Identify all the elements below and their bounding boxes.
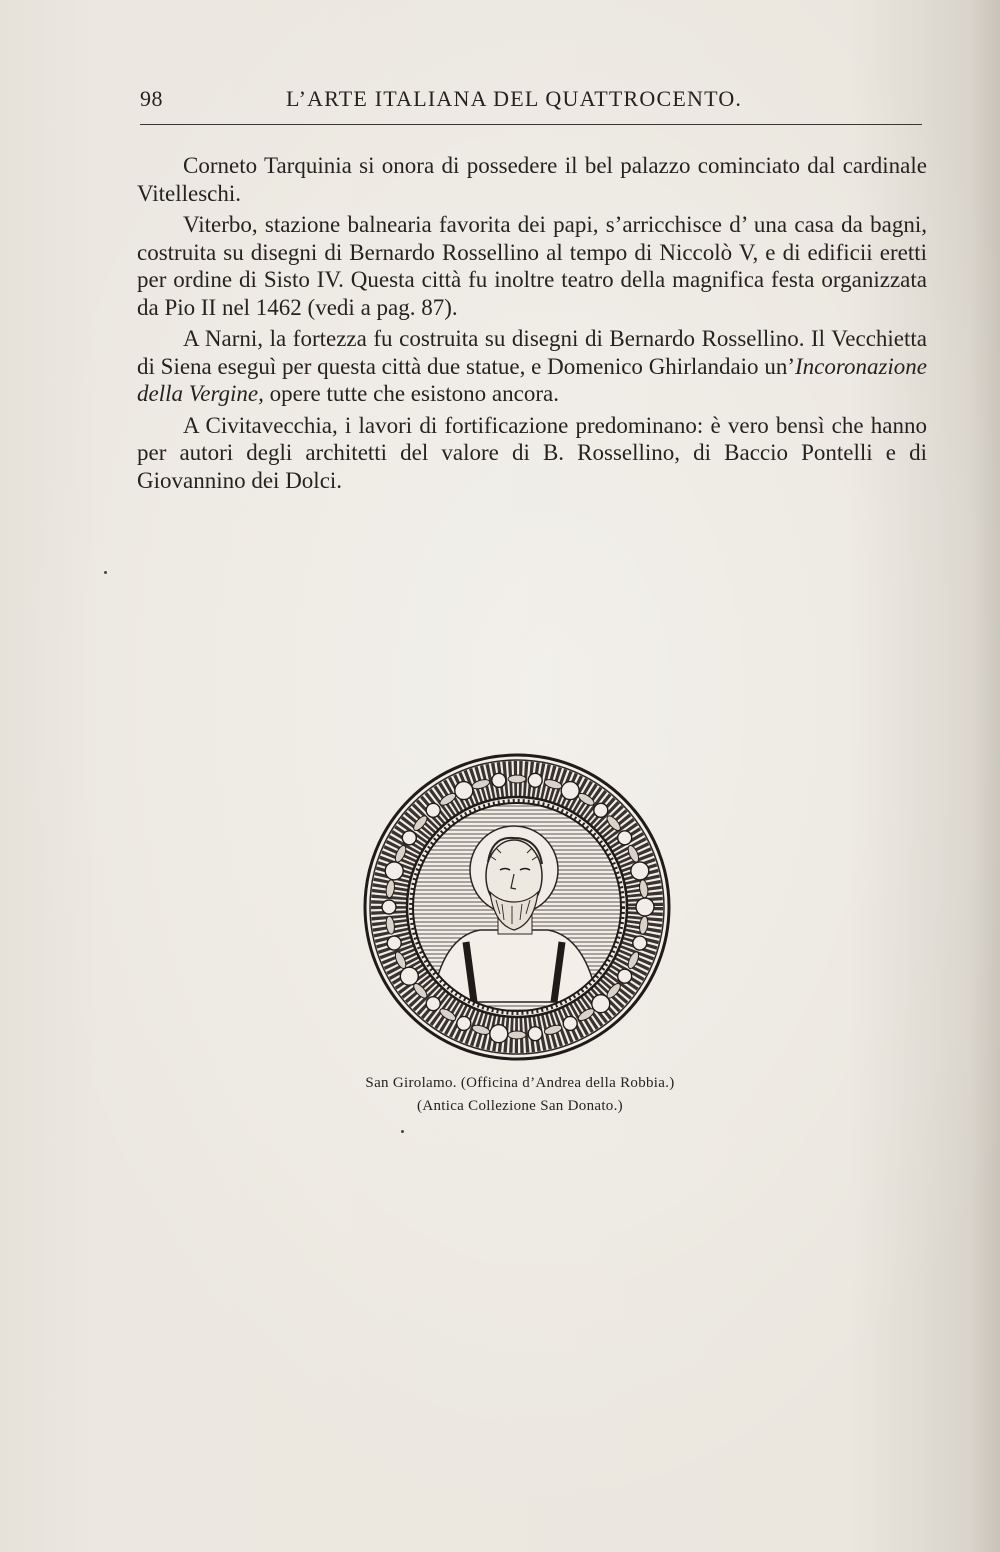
garland-fruit [618,831,632,845]
garland-fruit [633,936,647,950]
garland-fruit [492,773,506,787]
garland-fruit [490,1025,508,1043]
garland-fruit [382,900,396,914]
running-title: L’ARTE ITALIANA DEL QUATTROCENTO. [286,86,743,111]
garland-fruit [592,995,610,1013]
garland-fruit [563,1016,577,1030]
garland-fruit [385,862,403,880]
figure-san-girolamo [362,752,672,1062]
garland-leaf [508,1031,526,1039]
roundel-illustration [362,752,672,1062]
garland-fruit [528,773,542,787]
page-number: 98 [140,86,163,111]
paragraph-corneto: Corneto Tarquinia si onora di possedere il bel palazzo cominciato dal cardinale Vitelleschi. [137,153,927,206]
paragraph-narni-text: A Narni, la fortezza fu costruita su disegni di Bernardo Rossellino. Il Vecchietta di Siena eseguì per questa città due statue, e Domenico Ghirlandaio un’ [137,326,927,379]
garland-fruit [400,967,418,985]
garland-leaf [508,775,526,783]
garland-fruit [631,862,649,880]
body-text [137,152,927,498]
paragraph-narni [137,325,927,408]
garland-fruit [561,782,579,800]
garland-fruit [528,1027,542,1041]
garland-fruit [594,803,608,817]
figure-caption [300,1072,740,1118]
garland-fruit [426,997,440,1011]
running-header [140,84,922,125]
garland-fruit [402,831,416,845]
paragraph-viterbo: Viterbo, stazione balnearia favorita dei papi, s’arricchisce d’ una casa da bagni, costruita su disegni di Bernardo Rossellino al tempo di Niccolò V, e di edificii eretti per ordine di Sisto IV. Questa città fu inoltre teatro della magnifica festa organizzata da Pio II nel 1462 (vedi a pag. 87). [137,212,927,320]
caption-line-title: San Girolamo. (Officina d’Andrea della Robbia.) [365,1075,675,1091]
garland-fruit [426,803,440,817]
paragraph-civitavecchia: A Civitavecchia, i lavori di fortificazione predominano: è vero bensì che hanno per autori degli architetti del valore di B. Rossellino, di Baccio Pontelli e di Giovannino dei Dolci. [137,412,927,493]
garland-fruit [618,969,632,983]
garland-fruit [387,936,401,950]
stray-ink-dot [401,1130,404,1133]
paragraph-narni-tail: opere tutte che esistono ancora. [263,381,559,406]
stray-ink-dot [104,571,107,574]
garland-fruit [636,898,654,916]
caption-line-collection: (Antica Collezione San Donato.) [417,1098,623,1114]
artwork-title: Incoronazione della Vergine, [137,353,927,406]
garland-fruit [455,782,473,800]
garland-fruit [457,1016,471,1030]
